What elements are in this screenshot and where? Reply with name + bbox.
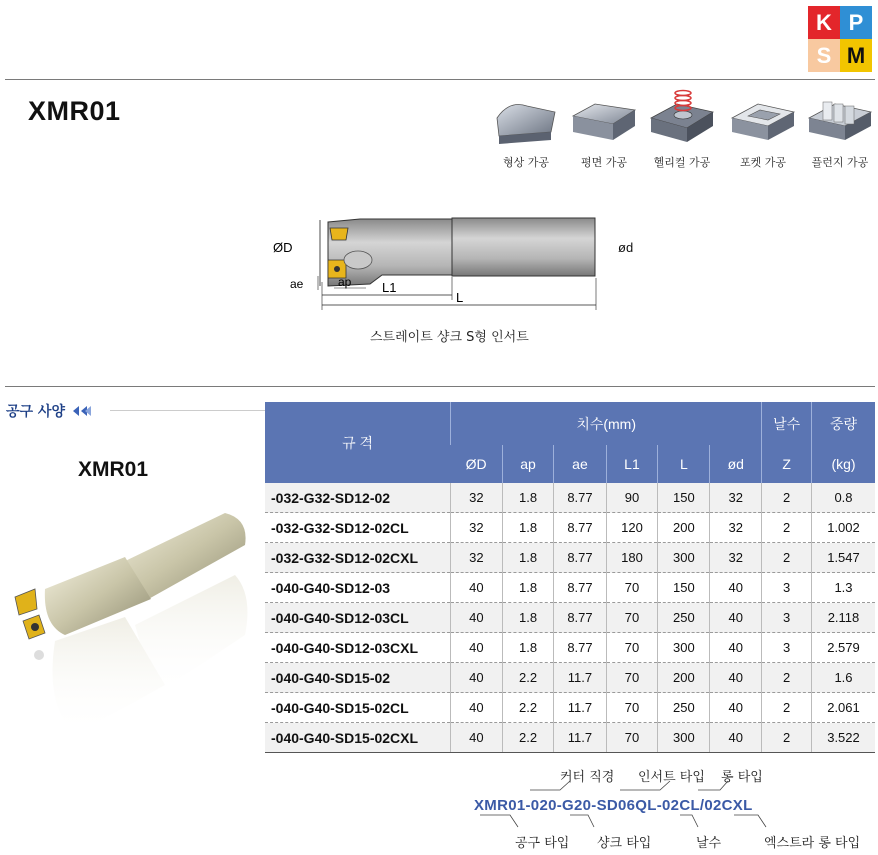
dim-label-d-html: ød bbox=[618, 240, 634, 255]
table-row bbox=[265, 573, 875, 603]
cell-d: 40 bbox=[710, 633, 762, 663]
cell-l: 200 bbox=[658, 663, 710, 693]
cell-d: 40 bbox=[710, 663, 762, 693]
cell-od: 40 bbox=[451, 723, 502, 753]
cell-kg: 1.6 bbox=[812, 663, 876, 693]
cell-l: 300 bbox=[658, 543, 710, 573]
cell-d: 32 bbox=[710, 543, 762, 573]
process-profile bbox=[490, 92, 562, 170]
cell-l1: 70 bbox=[606, 663, 658, 693]
header-weight: 중량 bbox=[812, 402, 876, 445]
label-shank-type: 샹크 타입 bbox=[597, 836, 652, 851]
cell-spec: -032-G32-SD12-02CL bbox=[265, 513, 451, 543]
cell-kg: 2.579 bbox=[812, 633, 876, 663]
cell-l1: 70 bbox=[606, 633, 658, 663]
header-dimensions: 치수(mm) bbox=[451, 402, 762, 445]
cell-ap: 1.8 bbox=[502, 603, 554, 633]
col-l1: L1 bbox=[606, 445, 658, 483]
table-row bbox=[265, 693, 875, 723]
dim-label-l: L bbox=[456, 290, 464, 305]
logo-letter-m: M bbox=[840, 39, 872, 72]
cell-l: 300 bbox=[658, 723, 710, 753]
cell-spec: -040-G40-SD15-02CL bbox=[265, 693, 451, 723]
cell-ap: 1.8 bbox=[502, 513, 554, 543]
cell-l1: 70 bbox=[606, 603, 658, 633]
face-machining-icon bbox=[569, 92, 639, 148]
cell-kg: 1.002 bbox=[812, 513, 876, 543]
cell-od: 32 bbox=[451, 543, 502, 573]
process-label: 헬리컬 가공 bbox=[653, 156, 711, 169]
cell-l: 200 bbox=[658, 513, 710, 543]
cell-spec: -040-G40-SD15-02CXL bbox=[265, 723, 451, 753]
cell-l: 150 bbox=[658, 483, 710, 513]
col-d: ød bbox=[710, 445, 762, 483]
page-title: XMR01 bbox=[28, 96, 121, 126]
cell-kg: 0.8 bbox=[812, 483, 876, 513]
process-label: 형상 가공 bbox=[502, 156, 549, 169]
cell-l: 150 bbox=[658, 573, 710, 603]
table-row bbox=[265, 723, 875, 753]
cell-ap: 2.2 bbox=[502, 723, 554, 753]
top-divider bbox=[5, 79, 875, 80]
cell-l1: 90 bbox=[606, 483, 658, 513]
section-rule bbox=[110, 410, 265, 411]
table-row bbox=[265, 603, 875, 633]
cell-l1: 70 bbox=[606, 723, 658, 753]
col-ae: ae bbox=[554, 445, 606, 483]
dim-label-l1: L1 bbox=[382, 280, 397, 295]
cell-d: 40 bbox=[710, 723, 762, 753]
cell-ap: 1.8 bbox=[502, 483, 554, 513]
table-row bbox=[265, 513, 875, 543]
cell-l1: 180 bbox=[606, 543, 658, 573]
cell-ae: 8.77 bbox=[554, 543, 606, 573]
cell-l1: 70 bbox=[606, 693, 658, 723]
col-od: ØD bbox=[451, 445, 502, 483]
header-teeth: 날수 bbox=[762, 402, 812, 445]
cell-ap: 1.8 bbox=[502, 573, 554, 603]
cell-l: 250 bbox=[658, 693, 710, 723]
profile-machining-icon bbox=[491, 92, 561, 148]
cell-l: 250 bbox=[658, 603, 710, 633]
cell-od: 32 bbox=[451, 513, 502, 543]
table-row bbox=[265, 663, 875, 693]
cell-ae: 8.77 bbox=[554, 483, 606, 513]
cell-spec: -032-G32-SD12-02 bbox=[265, 483, 451, 513]
label-insert-type: 인서트 타입 bbox=[638, 770, 705, 785]
pocket-machining-icon bbox=[728, 92, 798, 148]
cell-ae: 11.7 bbox=[554, 723, 606, 753]
process-plunge bbox=[804, 92, 876, 170]
logo-letter-p: P bbox=[840, 6, 872, 39]
dim-label-ap: ap bbox=[338, 275, 352, 289]
cell-l1: 120 bbox=[606, 513, 658, 543]
cell-l1: 70 bbox=[606, 573, 658, 603]
label-tool-type: 공구 타입 bbox=[515, 836, 570, 851]
logo-letter-s: S bbox=[808, 39, 840, 72]
table-row bbox=[265, 483, 875, 513]
cell-spec: -040-G40-SD12-03 bbox=[265, 573, 451, 603]
label-cutter-dia: 커터 직경 bbox=[560, 770, 615, 785]
cell-z: 2 bbox=[762, 513, 812, 543]
cell-kg: 2.118 bbox=[812, 603, 876, 633]
process-label: 평면 가공 bbox=[580, 156, 627, 169]
cell-ae: 8.77 bbox=[554, 573, 606, 603]
cell-spec: -040-G40-SD12-03CXL bbox=[265, 633, 451, 663]
cell-z: 2 bbox=[762, 663, 812, 693]
col-ap: ap bbox=[502, 445, 554, 483]
cell-ap: 2.2 bbox=[502, 693, 554, 723]
label-extra-long: 엑스트라 롱 타입 bbox=[764, 836, 861, 851]
cell-ae: 8.77 bbox=[554, 513, 606, 543]
kpsm-logo bbox=[808, 6, 872, 72]
cell-kg: 2.061 bbox=[812, 693, 876, 723]
cell-ae: 8.77 bbox=[554, 633, 606, 663]
cell-z: 3 bbox=[762, 603, 812, 633]
spec-table bbox=[265, 402, 875, 753]
dim-label-ae: ae bbox=[290, 277, 304, 291]
double-chevron-icon bbox=[71, 405, 93, 417]
section-title-text: 공구 사양 bbox=[6, 404, 65, 420]
label-long-type: 롱 타입 bbox=[721, 770, 763, 785]
col-kg: (kg) bbox=[812, 445, 876, 483]
product-name: XMR01 bbox=[78, 458, 149, 481]
cell-kg: 1.547 bbox=[812, 543, 876, 573]
cell-ap: 1.8 bbox=[502, 633, 554, 663]
cell-ae: 11.7 bbox=[554, 663, 606, 693]
cell-spec: -032-G32-SD12-02CXL bbox=[265, 543, 451, 573]
cell-z: 3 bbox=[762, 633, 812, 663]
cell-l: 300 bbox=[658, 633, 710, 663]
cell-ae: 11.7 bbox=[554, 693, 606, 723]
col-z: Z bbox=[762, 445, 812, 483]
col-l: L bbox=[658, 445, 710, 483]
cell-ap: 1.8 bbox=[502, 543, 554, 573]
cell-od: 40 bbox=[451, 603, 502, 633]
table-row bbox=[265, 543, 875, 573]
cell-spec: -040-G40-SD12-03CL bbox=[265, 603, 451, 633]
label-teeth: 날수 bbox=[696, 836, 722, 851]
cell-z: 2 bbox=[762, 723, 812, 753]
tool-dimension-drawing bbox=[270, 210, 610, 320]
plunge-machining-icon bbox=[805, 92, 875, 148]
cell-d: 40 bbox=[710, 603, 762, 633]
cell-z: 2 bbox=[762, 693, 812, 723]
process-label: 플런지 가공 bbox=[811, 156, 869, 169]
cell-od: 40 bbox=[451, 663, 502, 693]
cell-od: 40 bbox=[451, 693, 502, 723]
cell-d: 40 bbox=[710, 573, 762, 603]
process-face bbox=[568, 92, 640, 170]
cell-d: 32 bbox=[710, 483, 762, 513]
cell-d: 40 bbox=[710, 693, 762, 723]
cell-ae: 8.77 bbox=[554, 603, 606, 633]
cell-z: 2 bbox=[762, 483, 812, 513]
table-row bbox=[265, 633, 875, 663]
cell-od: 40 bbox=[451, 633, 502, 663]
cell-kg: 1.3 bbox=[812, 573, 876, 603]
section-divider bbox=[5, 386, 875, 387]
process-helical bbox=[646, 84, 718, 170]
section-title bbox=[6, 401, 93, 421]
dim-label-od: ØD bbox=[273, 240, 293, 255]
product-photo bbox=[5, 505, 255, 765]
cell-spec: -040-G40-SD15-02 bbox=[265, 663, 451, 693]
cell-ap: 2.2 bbox=[502, 663, 554, 693]
diagram-caption: 스트레이트 샹크 S형 인서트 bbox=[370, 330, 529, 345]
cell-d: 32 bbox=[710, 513, 762, 543]
helical-machining-icon bbox=[647, 84, 717, 148]
code-example: XMR01-020-G20-SD06QL-02CL/02CXL bbox=[474, 797, 753, 814]
process-pocket bbox=[727, 92, 799, 170]
cell-od: 40 bbox=[451, 573, 502, 603]
logo-letter-k: K bbox=[808, 6, 840, 39]
cell-od: 32 bbox=[451, 483, 502, 513]
cell-z: 2 bbox=[762, 543, 812, 573]
cell-z: 3 bbox=[762, 573, 812, 603]
cell-kg: 3.522 bbox=[812, 723, 876, 753]
header-spec: 규 격 bbox=[265, 402, 451, 483]
process-label: 포켓 가공 bbox=[739, 156, 786, 169]
